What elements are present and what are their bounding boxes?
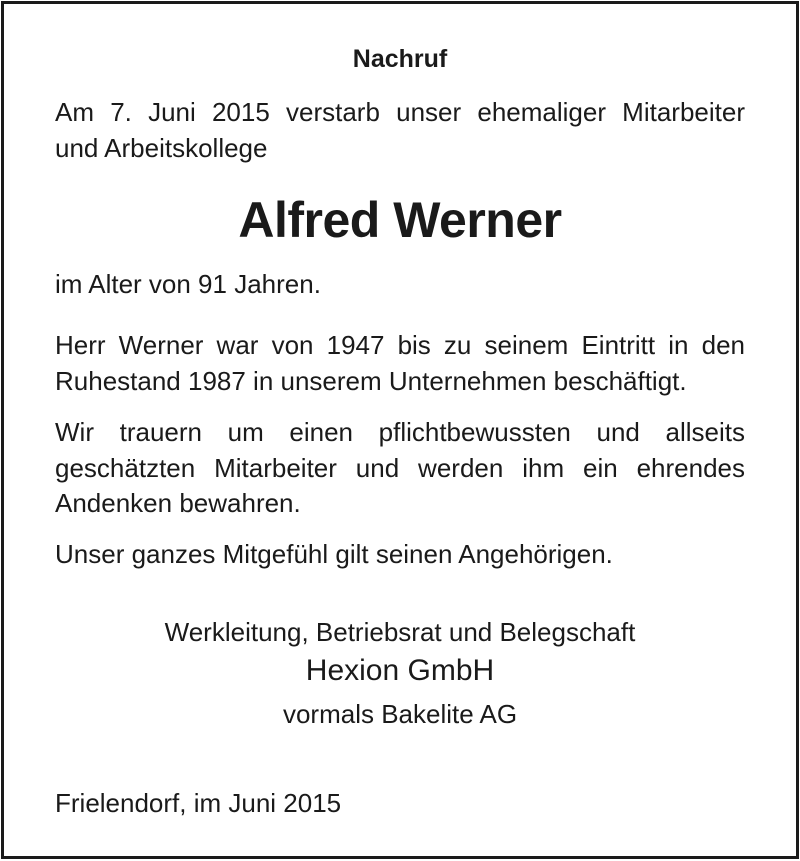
intro-line-2: und Arbeitskollege: [55, 133, 268, 163]
signatories: Werkleitung, Betriebsrat und Belegschaft: [164, 617, 636, 647]
mourning-line-2: geschätzten Mitarbeiter und werden ihm ein ehrendes: [55, 453, 745, 483]
obituary-notice: [1, 1, 799, 859]
deceased-name: Alfred Werner: [238, 192, 562, 248]
age-line: im Alter von 91 Jahren.: [55, 269, 321, 299]
mourning-line-3: Andenken bewahren.: [55, 488, 301, 518]
place-date: Frielendorf, im Juni 2015: [55, 788, 342, 818]
employment-line-2: Ruhestand 1987 in unserem Unternehmen beschäftigt.: [55, 366, 687, 396]
mourning-line-1: Wir trauern um einen pflichtbewussten und allseits: [55, 417, 745, 447]
intro-line-1: Am 7. Juni 2015 verstarb unser ehemaliger Mitarbeiter: [55, 97, 745, 127]
company-name: Hexion GmbH: [305, 654, 495, 687]
condolence-line: Unser ganzes Mitgefühl gilt seinen Angehörigen.: [55, 539, 613, 569]
company-formerly: vormals Bakelite AG: [282, 699, 518, 729]
employment-line-1: Herr Werner war von 1947 bis zu seinem Eintritt in den: [55, 330, 745, 360]
notice-heading: Nachruf: [352, 45, 448, 73]
